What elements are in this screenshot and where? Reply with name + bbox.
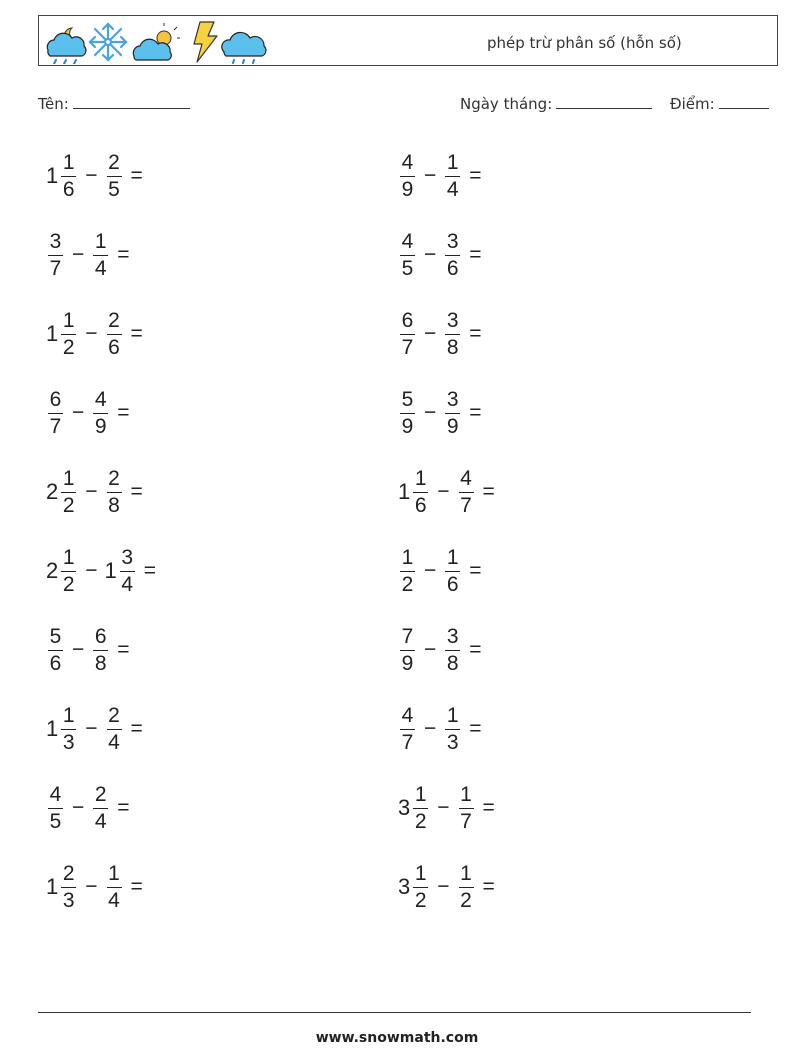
fraction	[400, 230, 415, 281]
equals-sign: =	[469, 243, 482, 266]
problem-row	[46, 541, 163, 601]
numerator: 1	[460, 861, 472, 885]
numerator: 6	[49, 387, 62, 411]
equals-sign: =	[469, 164, 482, 187]
name-field[interactable]	[38, 94, 190, 113]
footer-divider	[38, 1012, 751, 1013]
date-label: Ngày tháng:	[460, 95, 553, 113]
equals-sign: =	[469, 559, 482, 582]
fraction	[48, 388, 63, 439]
fraction-bar	[445, 176, 460, 177]
fraction	[48, 625, 63, 676]
fraction	[459, 783, 474, 834]
fraction-bar	[445, 334, 460, 335]
numerator: 1	[446, 150, 459, 174]
denominator: 2	[401, 572, 414, 596]
cloud-sun-icon	[133, 23, 180, 60]
whole-number: 1	[46, 716, 59, 741]
fraction	[400, 309, 415, 360]
numerator: 1	[414, 861, 427, 885]
fraction-bar	[413, 492, 428, 493]
fraction	[107, 467, 122, 518]
fraction	[61, 546, 76, 597]
denominator: 2	[62, 335, 75, 359]
numerator: 1	[62, 308, 75, 332]
fraction-bar	[48, 255, 63, 256]
numerator: 4	[460, 466, 472, 490]
equals-sign: =	[117, 243, 130, 266]
fraction-bar	[413, 808, 428, 809]
denominator: 7	[460, 493, 472, 517]
numerator: 1	[460, 782, 472, 806]
minus-sign: −	[85, 322, 98, 345]
denominator: 6	[49, 651, 62, 675]
fraction-bar	[61, 176, 76, 177]
whole-number: 1	[398, 479, 411, 504]
cloud-moon-rain-icon	[47, 28, 86, 64]
numerator: 2	[94, 782, 107, 806]
fraction	[120, 546, 135, 597]
numerator: 4	[401, 150, 414, 174]
minus-sign: −	[424, 717, 437, 740]
denominator: 9	[446, 414, 459, 438]
problem-row	[46, 699, 150, 759]
numerator: 1	[414, 782, 427, 806]
whole-number: 2	[46, 479, 59, 504]
fraction-bar	[400, 650, 415, 651]
denominator: 8	[108, 493, 120, 517]
whole-number: 1	[46, 163, 59, 188]
whole-number: 1	[104, 558, 117, 583]
minus-sign: −	[437, 480, 450, 503]
denominator: 7	[401, 730, 414, 754]
equals-sign: =	[130, 164, 143, 187]
minus-sign: −	[72, 401, 85, 424]
fraction-bar	[445, 571, 460, 572]
fraction-bar	[120, 571, 135, 572]
denominator: 8	[446, 651, 459, 675]
fraction	[400, 388, 415, 439]
fraction	[413, 467, 428, 518]
fraction-bar	[413, 887, 428, 888]
numerator: 2	[108, 150, 120, 174]
denominator: 6	[446, 256, 459, 280]
equals-sign: =	[482, 796, 495, 819]
numerator: 2	[108, 703, 120, 727]
score-field[interactable]	[670, 94, 769, 113]
cloud-rain-icon	[222, 32, 266, 63]
problem-row	[46, 778, 137, 838]
date-field[interactable]	[460, 94, 652, 113]
fraction-bar	[445, 729, 460, 730]
fraction	[61, 704, 76, 755]
denominator: 6	[446, 572, 459, 596]
snowflake-icon	[90, 24, 126, 60]
fraction-bar	[93, 413, 108, 414]
fraction-bar	[400, 571, 415, 572]
fraction-bar	[61, 571, 76, 572]
score-blank[interactable]	[719, 94, 769, 109]
denominator: 9	[401, 651, 414, 675]
weather-icons	[42, 20, 272, 64]
whole-number: 1	[46, 874, 59, 899]
denominator: 5	[108, 177, 120, 201]
denominator: 7	[49, 414, 62, 438]
numerator: 1	[62, 545, 75, 569]
numerator: 1	[62, 703, 75, 727]
fraction	[459, 467, 474, 518]
fraction	[107, 704, 122, 755]
denominator: 2	[414, 888, 427, 912]
fraction	[445, 625, 460, 676]
name-blank[interactable]	[73, 94, 190, 109]
problem-row	[398, 146, 489, 206]
minus-sign: −	[85, 164, 98, 187]
problem-row	[398, 541, 489, 601]
numerator: 2	[108, 466, 120, 490]
fraction	[459, 862, 474, 913]
denominator: 7	[460, 809, 472, 833]
denominator: 2	[62, 572, 75, 596]
numerator: 3	[49, 229, 62, 253]
denominator: 4	[121, 572, 134, 596]
fraction	[107, 309, 122, 360]
numerator: 5	[401, 387, 414, 411]
minus-sign: −	[424, 559, 437, 582]
fraction	[445, 309, 460, 360]
numerator: 1	[108, 861, 120, 885]
denominator: 8	[446, 335, 459, 359]
equals-sign: =	[469, 322, 482, 345]
denominator: 2	[62, 493, 75, 517]
minus-sign: −	[424, 164, 437, 187]
equals-sign: =	[469, 401, 482, 424]
denominator: 2	[414, 809, 427, 833]
fraction-bar	[459, 492, 474, 493]
date-blank[interactable]	[556, 94, 652, 109]
denominator: 5	[401, 256, 414, 280]
score-label: Điểm:	[670, 95, 715, 113]
numerator: 1	[446, 703, 459, 727]
fraction	[61, 467, 76, 518]
problem-row	[398, 778, 502, 838]
fraction-bar	[400, 413, 415, 414]
equals-sign: =	[482, 480, 495, 503]
fraction-bar	[107, 334, 122, 335]
whole-number: 3	[398, 874, 411, 899]
fraction-bar	[61, 729, 76, 730]
denominator: 4	[94, 256, 107, 280]
fraction-bar	[61, 492, 76, 493]
whole-number: 3	[398, 795, 411, 820]
problem-row	[398, 462, 502, 522]
denominator: 8	[94, 651, 107, 675]
numerator: 1	[62, 150, 75, 174]
denominator: 9	[94, 414, 107, 438]
minus-sign: −	[85, 875, 98, 898]
fraction-bar	[400, 255, 415, 256]
minus-sign: −	[72, 638, 85, 661]
numerator: 4	[49, 782, 62, 806]
fraction	[107, 862, 122, 913]
denominator: 6	[108, 335, 120, 359]
header-box	[38, 15, 778, 66]
minus-sign: −	[437, 875, 450, 898]
fraction	[61, 309, 76, 360]
minus-sign: −	[424, 322, 437, 345]
problem-row	[398, 857, 502, 917]
fraction	[93, 230, 108, 281]
equals-sign: =	[469, 717, 482, 740]
numerator: 2	[62, 861, 75, 885]
minus-sign: −	[424, 401, 437, 424]
denominator: 6	[62, 177, 75, 201]
denominator: 3	[62, 730, 75, 754]
fraction	[400, 625, 415, 676]
fraction-bar	[93, 808, 108, 809]
equals-sign: =	[469, 638, 482, 661]
fraction	[93, 625, 108, 676]
fraction-bar	[400, 729, 415, 730]
equals-sign: =	[117, 638, 130, 661]
numerator: 3	[446, 624, 459, 648]
fraction	[445, 546, 460, 597]
fraction-bar	[61, 887, 76, 888]
problem-row	[398, 620, 489, 680]
fraction-bar	[48, 808, 63, 809]
denominator: 4	[108, 888, 120, 912]
numerator: 2	[108, 308, 120, 332]
fraction-bar	[107, 492, 122, 493]
numerator: 1	[94, 229, 107, 253]
minus-sign: −	[72, 243, 85, 266]
denominator: 4	[94, 809, 107, 833]
problem-row	[398, 699, 489, 759]
problem-row	[46, 225, 137, 285]
numerator: 3	[446, 308, 459, 332]
problem-row	[46, 383, 137, 443]
denominator: 3	[446, 730, 459, 754]
fraction-bar	[445, 650, 460, 651]
fraction	[413, 783, 428, 834]
numerator: 1	[401, 545, 414, 569]
equals-sign: =	[130, 480, 143, 503]
fraction-bar	[400, 176, 415, 177]
fraction-bar	[61, 334, 76, 335]
minus-sign: −	[437, 796, 450, 819]
fraction-bar	[107, 176, 122, 177]
fraction	[48, 783, 63, 834]
numerator: 4	[401, 703, 414, 727]
numerator: 5	[49, 624, 62, 648]
fraction	[445, 230, 460, 281]
denominator: 4	[446, 177, 459, 201]
minus-sign: −	[85, 480, 98, 503]
denominator: 2	[460, 888, 472, 912]
fraction	[400, 704, 415, 755]
minus-sign: −	[85, 717, 98, 740]
numerator: 1	[62, 466, 75, 490]
problem-row	[398, 304, 489, 364]
denominator: 7	[401, 335, 414, 359]
equals-sign: =	[143, 559, 157, 582]
numerator: 6	[94, 624, 107, 648]
numerator: 7	[401, 624, 414, 648]
lightning-icon	[194, 22, 217, 62]
fraction-bar	[48, 413, 63, 414]
problem-row	[46, 304, 150, 364]
fraction	[400, 151, 415, 202]
minus-sign: −	[72, 796, 85, 819]
problem-row	[398, 383, 489, 443]
problem-row	[46, 620, 137, 680]
fraction	[61, 151, 76, 202]
equals-sign: =	[130, 717, 143, 740]
numerator: 3	[446, 387, 459, 411]
name-label: Tên:	[38, 95, 69, 113]
numerator: 1	[414, 466, 427, 490]
worksheet-title: phép trừ phân số (hỗn số)	[487, 34, 682, 52]
fraction	[400, 546, 415, 597]
numerator: 1	[446, 545, 459, 569]
fraction-bar	[445, 413, 460, 414]
problem-row	[398, 225, 489, 285]
denominator: 3	[62, 888, 75, 912]
denominator: 4	[108, 730, 120, 754]
equals-sign: =	[130, 875, 143, 898]
denominator: 6	[414, 493, 427, 517]
denominator: 9	[401, 177, 414, 201]
fraction-bar	[459, 887, 474, 888]
minus-sign: −	[424, 243, 437, 266]
denominator: 9	[401, 414, 414, 438]
whole-number: 1	[46, 321, 59, 346]
fraction	[445, 704, 460, 755]
problem-row	[46, 146, 150, 206]
problem-row	[46, 857, 150, 917]
fraction-bar	[107, 729, 122, 730]
whole-number: 2	[46, 558, 59, 583]
equals-sign: =	[117, 401, 130, 424]
fraction-bar	[93, 255, 108, 256]
numerator: 3	[121, 545, 134, 569]
fraction-bar	[400, 334, 415, 335]
denominator: 5	[49, 809, 62, 833]
numerator: 3	[446, 229, 459, 253]
numerator: 4	[401, 229, 414, 253]
problem-row	[46, 462, 150, 522]
fraction	[48, 230, 63, 281]
fraction	[93, 783, 108, 834]
fraction	[61, 862, 76, 913]
fraction-bar	[48, 650, 63, 651]
fraction	[445, 151, 460, 202]
minus-sign: −	[85, 559, 98, 582]
minus-sign: −	[424, 638, 437, 661]
fraction	[93, 388, 108, 439]
footer-website: www.snowmath.com	[315, 1030, 479, 1046]
fraction-bar	[445, 255, 460, 256]
equals-sign: =	[117, 796, 130, 819]
denominator: 7	[49, 256, 62, 280]
numerator: 6	[401, 308, 414, 332]
equals-sign: =	[130, 322, 143, 345]
fraction	[413, 862, 428, 913]
fraction-bar	[93, 650, 108, 651]
fraction	[445, 388, 460, 439]
fraction-bar	[107, 887, 122, 888]
fraction	[107, 151, 122, 202]
fraction-bar	[459, 808, 474, 809]
numerator: 4	[94, 387, 107, 411]
equals-sign: =	[482, 875, 495, 898]
